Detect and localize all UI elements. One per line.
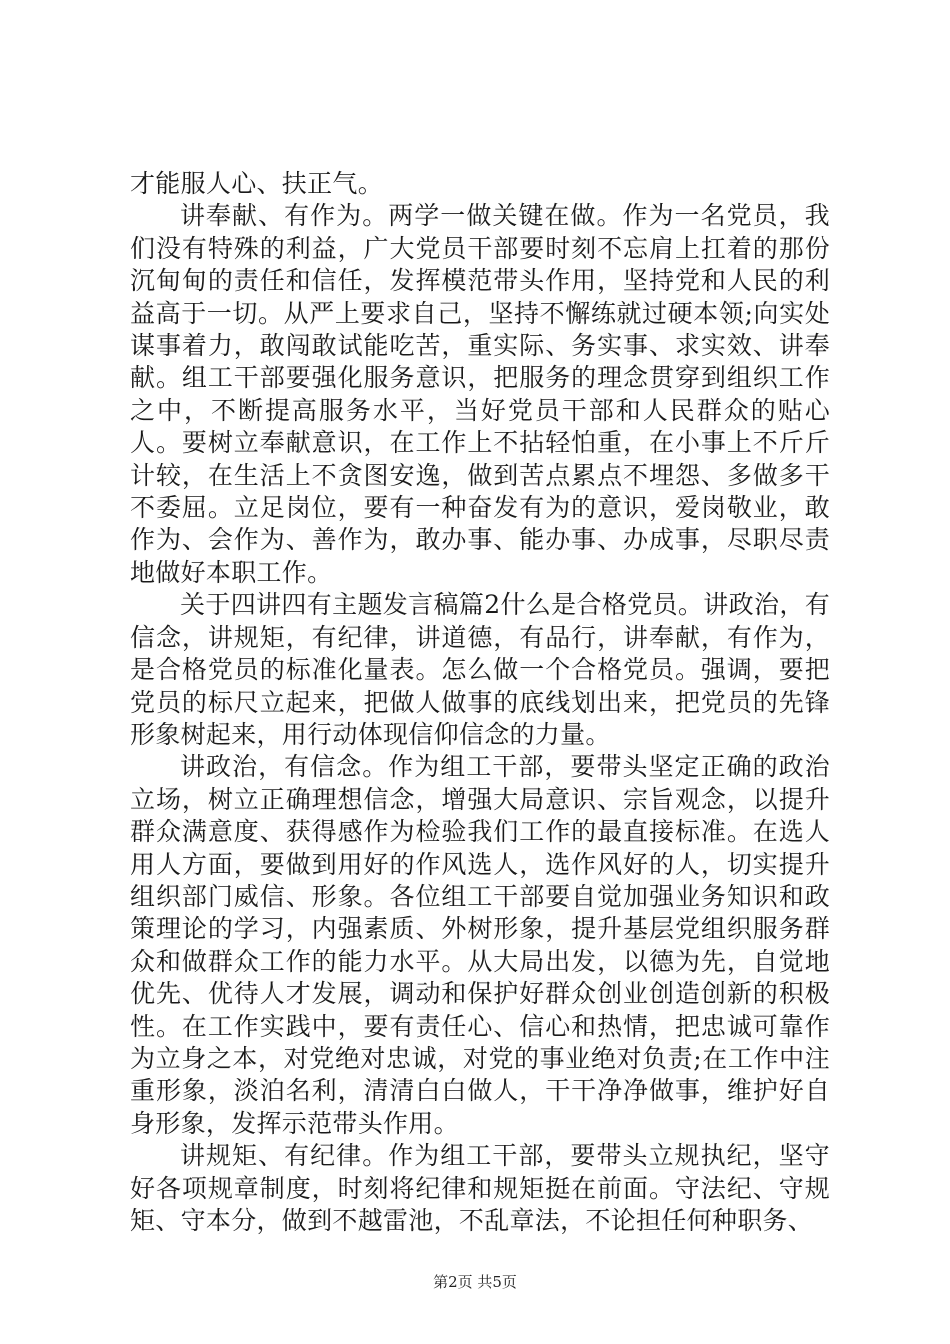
paragraph-5: 讲规矩、有纪律。作为组工干部，要带头立规执纪，坚守好各项规章制度，时刻将纪律和规矩挺在前面。守法纪、守规矩、守本分，做到不越雷池，不乱章法，不论担任何种职务、 [130, 1141, 830, 1235]
paragraph-1: 才能服人心、扶正气。 [130, 169, 384, 198]
paragraph-4: 讲政治，有信念。作为组工干部，要带头坚定正确的政治立场，树立正确理想信念，增强大局意识、宗旨观念，以提升群众满意度、获得感作为检验我们工作的最直接标准。在选人用人方面，要做到用好的作风选人，选作风好的人，切实提升组织部门威信、形象。各位组工干部要自觉加强业务知识和政策理论的学习，内强素质、外树形象，提升基层党组织服务群众和做群众工作的能力水平。从大局出发，以德为先，自觉地优先、优待人才发展，调动和保护好群众创业创造创新的积极性。在工作实践中，要有责任心、信心和热情，把忠诚可靠作为立身之本，对党绝对忠诚，对党的事业绝对负责;在工作中注重形象，淡泊名利，清清白白做人，干干净净做事，维护好自身形象，发挥示范带头作用。 [130, 752, 830, 1138]
page-number-footer: 第2页 共5页 [433, 1273, 517, 1291]
paragraph-2: 讲奉献、有作为。两学一做关键在做。作为一名党员，我们没有特殊的利益，广大党员干部要时刻不忘肩上扛着的那份沉甸甸的责任和信任，发挥模范带头作用，坚持党和人民的利益高于一切。从严上要求自己，坚持不懈练就过硬本领;向实处谋事着力，敢闯敢试能吃苦，重实际、务实事、求实效、讲奉献。组工干部要强化服务意识，把服务的理念贯穿到组织工作之中，不断提高服务水平，当好党员干部和人民群众的贴心人。要树立奉献意识，在工作上不拈轻怕重，在小事上不斤斤计较，在生活上不贪图安逸，做到苦点累点不埋怨、多做多干不委屈。立足岗位，要有一种奋发有为的意识，爱岗敬业，敢作为、会作为、善作为，敢办事、能办事、办成事，尽职尽责地做好本职工作。 [130, 201, 830, 587]
document-body [130, 168, 830, 1237]
paragraph-3: 关于四讲四有主题发言稿篇2什么是合格党员。讲政治，有信念，讲规矩，有纪律，讲道德，有品行，讲奉献，有作为，是合格党员的标准化量表。怎么做一个合格党员。强调，要把党员的标尺立起来，把做人做事的底线划出来，把党员的先锋形象树起来，用行动体现信仰信念的力量。 [130, 590, 830, 749]
